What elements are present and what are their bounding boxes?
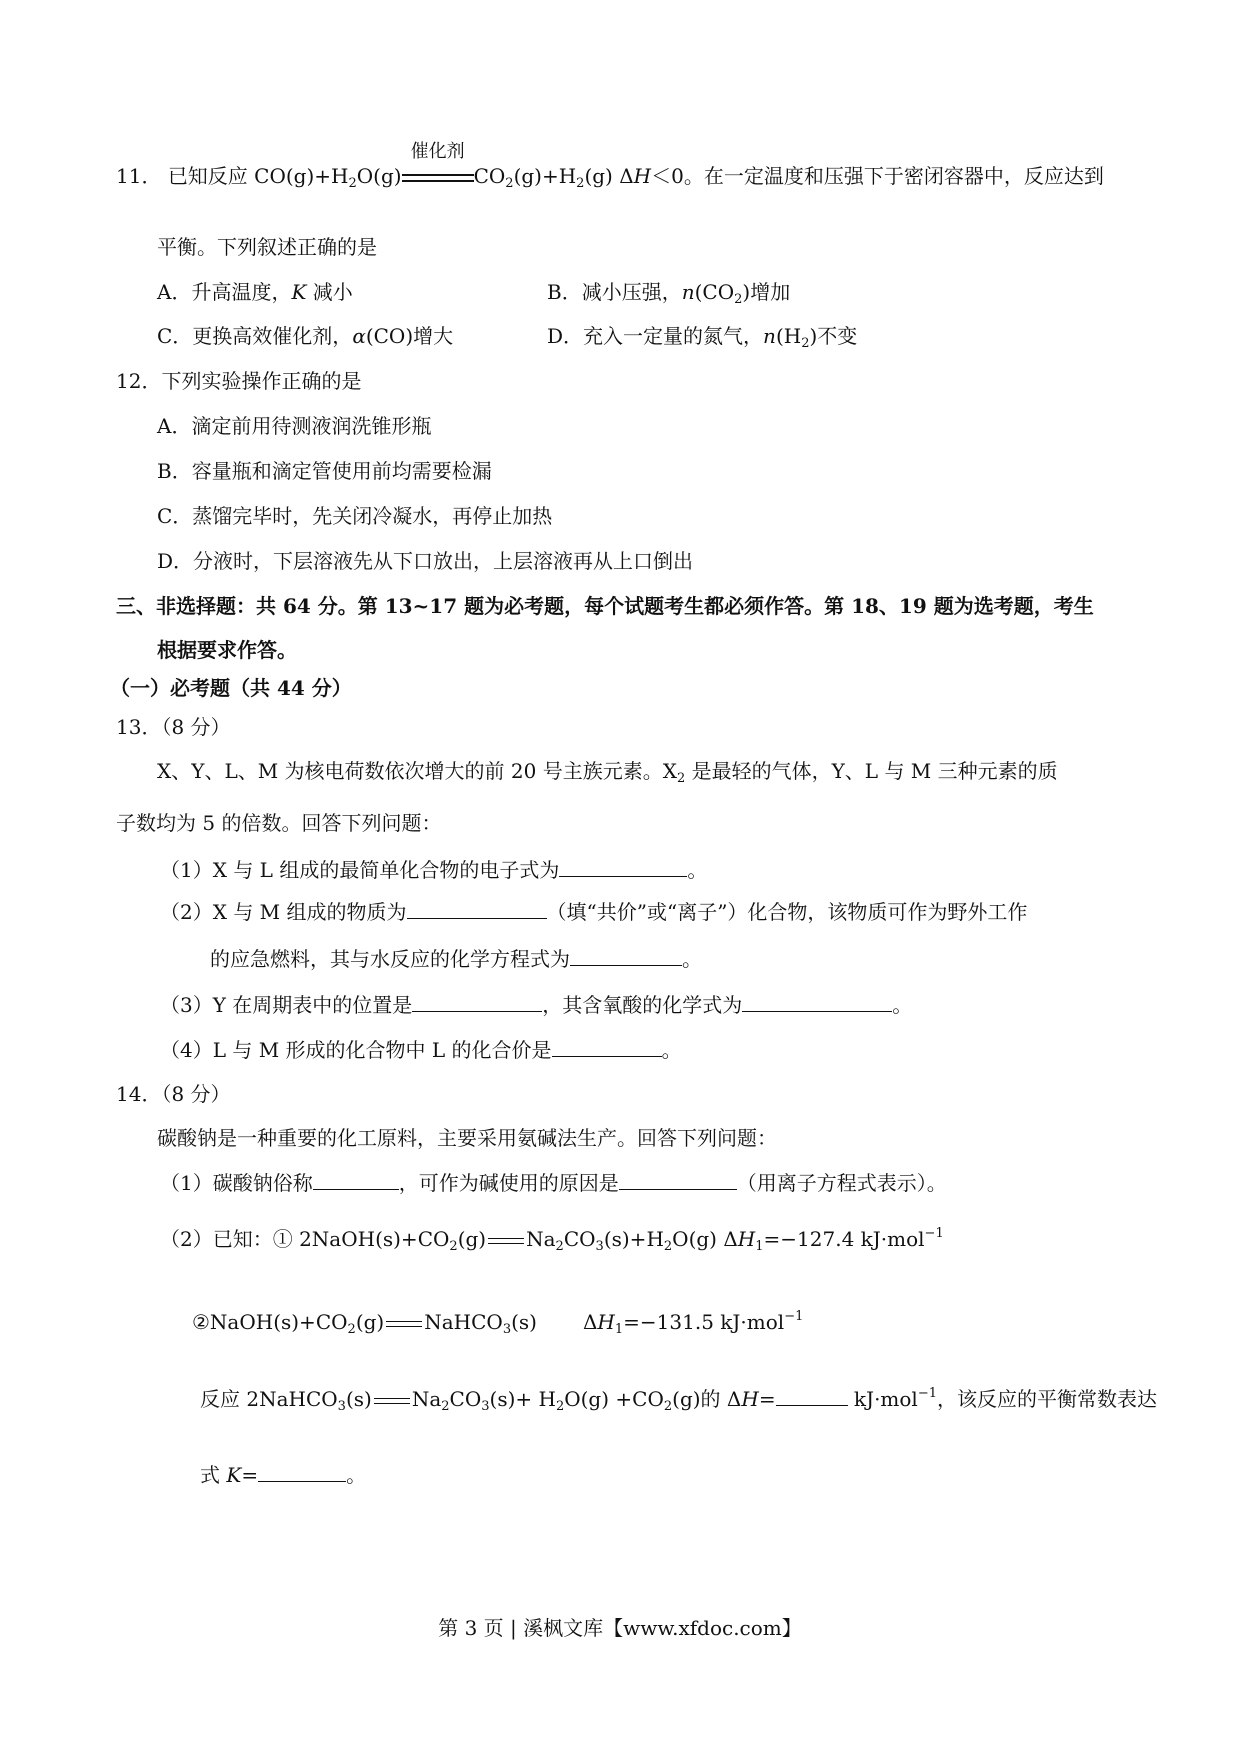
q11-option-b: B．减小压强，$n(CO_2)$增加 — [547, 280, 791, 307]
section3-heading-line1: 三、非选择题：共 64 分。第 13~17 题为必考题，每个试题考生都必须作答。第 18、19 题为选考题，考生 — [116, 594, 1094, 618]
q13-part4: （4）L 与 M 形成的化合物中 L 的化合价是 。 — [160, 1038, 682, 1062]
q12-option-d: D．分液时，下层溶液先从下口放出，上层溶液再从上口倒出 — [157, 549, 694, 573]
q14-part1: （1）碳酸钠俗称 ，可作为碱使用的原因是 （用离子方程式表示）。 — [160, 1171, 947, 1195]
answer-blank[interactable] — [570, 945, 682, 966]
answer-blank[interactable] — [776, 1385, 848, 1406]
q14-reaction4: 式 K= 。 — [200, 1463, 367, 1487]
q12-stem: 12．下列实验操作正确的是 — [116, 369, 362, 393]
q13-part2-line1: （2）X 与 M 组成的物质为 （填“共价”或“离子”）化合物，该物质可作为野外工作 — [160, 900, 1028, 924]
q13-part1: （1）X 与 L 组成的最简单化合物的电子式为 。 — [160, 858, 708, 882]
q11-option-d: D．充入一定量的氮气，$n(H_2)$不变 — [547, 324, 858, 351]
q13-stem-line2: 子数均为 5 的倍数。回答下列问题： — [116, 811, 442, 835]
answer-blank[interactable] — [407, 898, 547, 919]
catalyst-label: 催化剂 — [410, 140, 465, 162]
answer-blank[interactable] — [742, 991, 892, 1012]
catalyst-arrow — [402, 140, 474, 189]
q13-stem-line1: X、Y、L、M 为核电荷数依次增大的前 20 号主族元素。$X_2$ 是最轻的气体，Y、L 与 M 三种元素的质 — [157, 759, 1058, 786]
q12-option-b: B．容量瓶和滴定管使用前均需要检漏 — [157, 459, 492, 483]
equals-sign — [386, 1321, 422, 1327]
q11-stem-line2: 平衡。下列叙述正确的是 — [157, 235, 377, 259]
q13-part3: （3）Y 在周期表中的位置是 ，其含氧酸的化学式为 。 — [160, 993, 913, 1017]
q13-part2-line2: 的应急燃料，其与水反应的化学方程式为 。 — [210, 947, 702, 971]
q12-option-a: A．滴定前用待测液润洗锥形瓶 — [157, 414, 432, 438]
q14-reaction3: 反应 2NaHCO$_3$(s) $Na_2CO_3(s)+ H_2O(g) +CO_2(g)$的 ΔH= kJ·mol$^{-1}$，该反应的平衡常数表达 — [200, 1386, 1158, 1414]
q14-number: 14．（8 分） — [116, 1082, 231, 1106]
equals-sign — [374, 1398, 410, 1404]
page-footer: 第 3 页 | 溪枫文库【www.xfdoc.com】 — [438, 1616, 802, 1640]
equals-sign — [488, 1238, 524, 1244]
q14-reaction2: $②NaOH(s)+CO_2(g)$ NaHCO$_3$(s) $\Delta H_1=-131.5$ kJ·mol$^{-1}$ — [192, 1309, 804, 1337]
answer-blank[interactable] — [619, 1169, 737, 1190]
section3-heading-line2: 根据要求作答。 — [157, 638, 297, 662]
answer-blank[interactable] — [559, 856, 687, 877]
q14-reaction1: （2）已知：① $2NaOH(s)+CO_2(g)$ $Na_2CO_3(s)+H_2O(g)$ $\Delta H_1=-127.4$ kJ·mol$^{-1}$ — [160, 1226, 944, 1254]
answer-blank[interactable] — [552, 1036, 662, 1057]
q14-stem: 碳酸钠是一种重要的化工原料，主要采用氨碱法生产。回答下列问题： — [157, 1126, 777, 1150]
section3-subheading: （一）必考题（共 44 分） — [110, 676, 352, 700]
q13-number: 13．（8 分） — [116, 715, 231, 739]
answer-blank[interactable] — [313, 1169, 399, 1190]
q11-option-a: A．升高温度，K 减小 — [157, 280, 353, 304]
q11-option-c: C．更换高效催化剂，α(CO)增大 — [157, 324, 454, 348]
answer-blank[interactable] — [258, 1461, 346, 1482]
q11-stem-line1: 11． 已知反应 $CO(g)+H_2O(g)$ 催化剂 $CO_2(g)+H_2(g)$ ΔH＜0。在一定温度和压强下于密闭容器中，反应达到 — [116, 140, 1104, 191]
q11-number: 11． — [116, 164, 162, 188]
double-line-arrow — [402, 174, 474, 182]
q12-option-c: C．蒸馏完毕时，先关闭冷凝水，再停止加热 — [157, 504, 553, 528]
answer-blank[interactable] — [412, 991, 542, 1012]
